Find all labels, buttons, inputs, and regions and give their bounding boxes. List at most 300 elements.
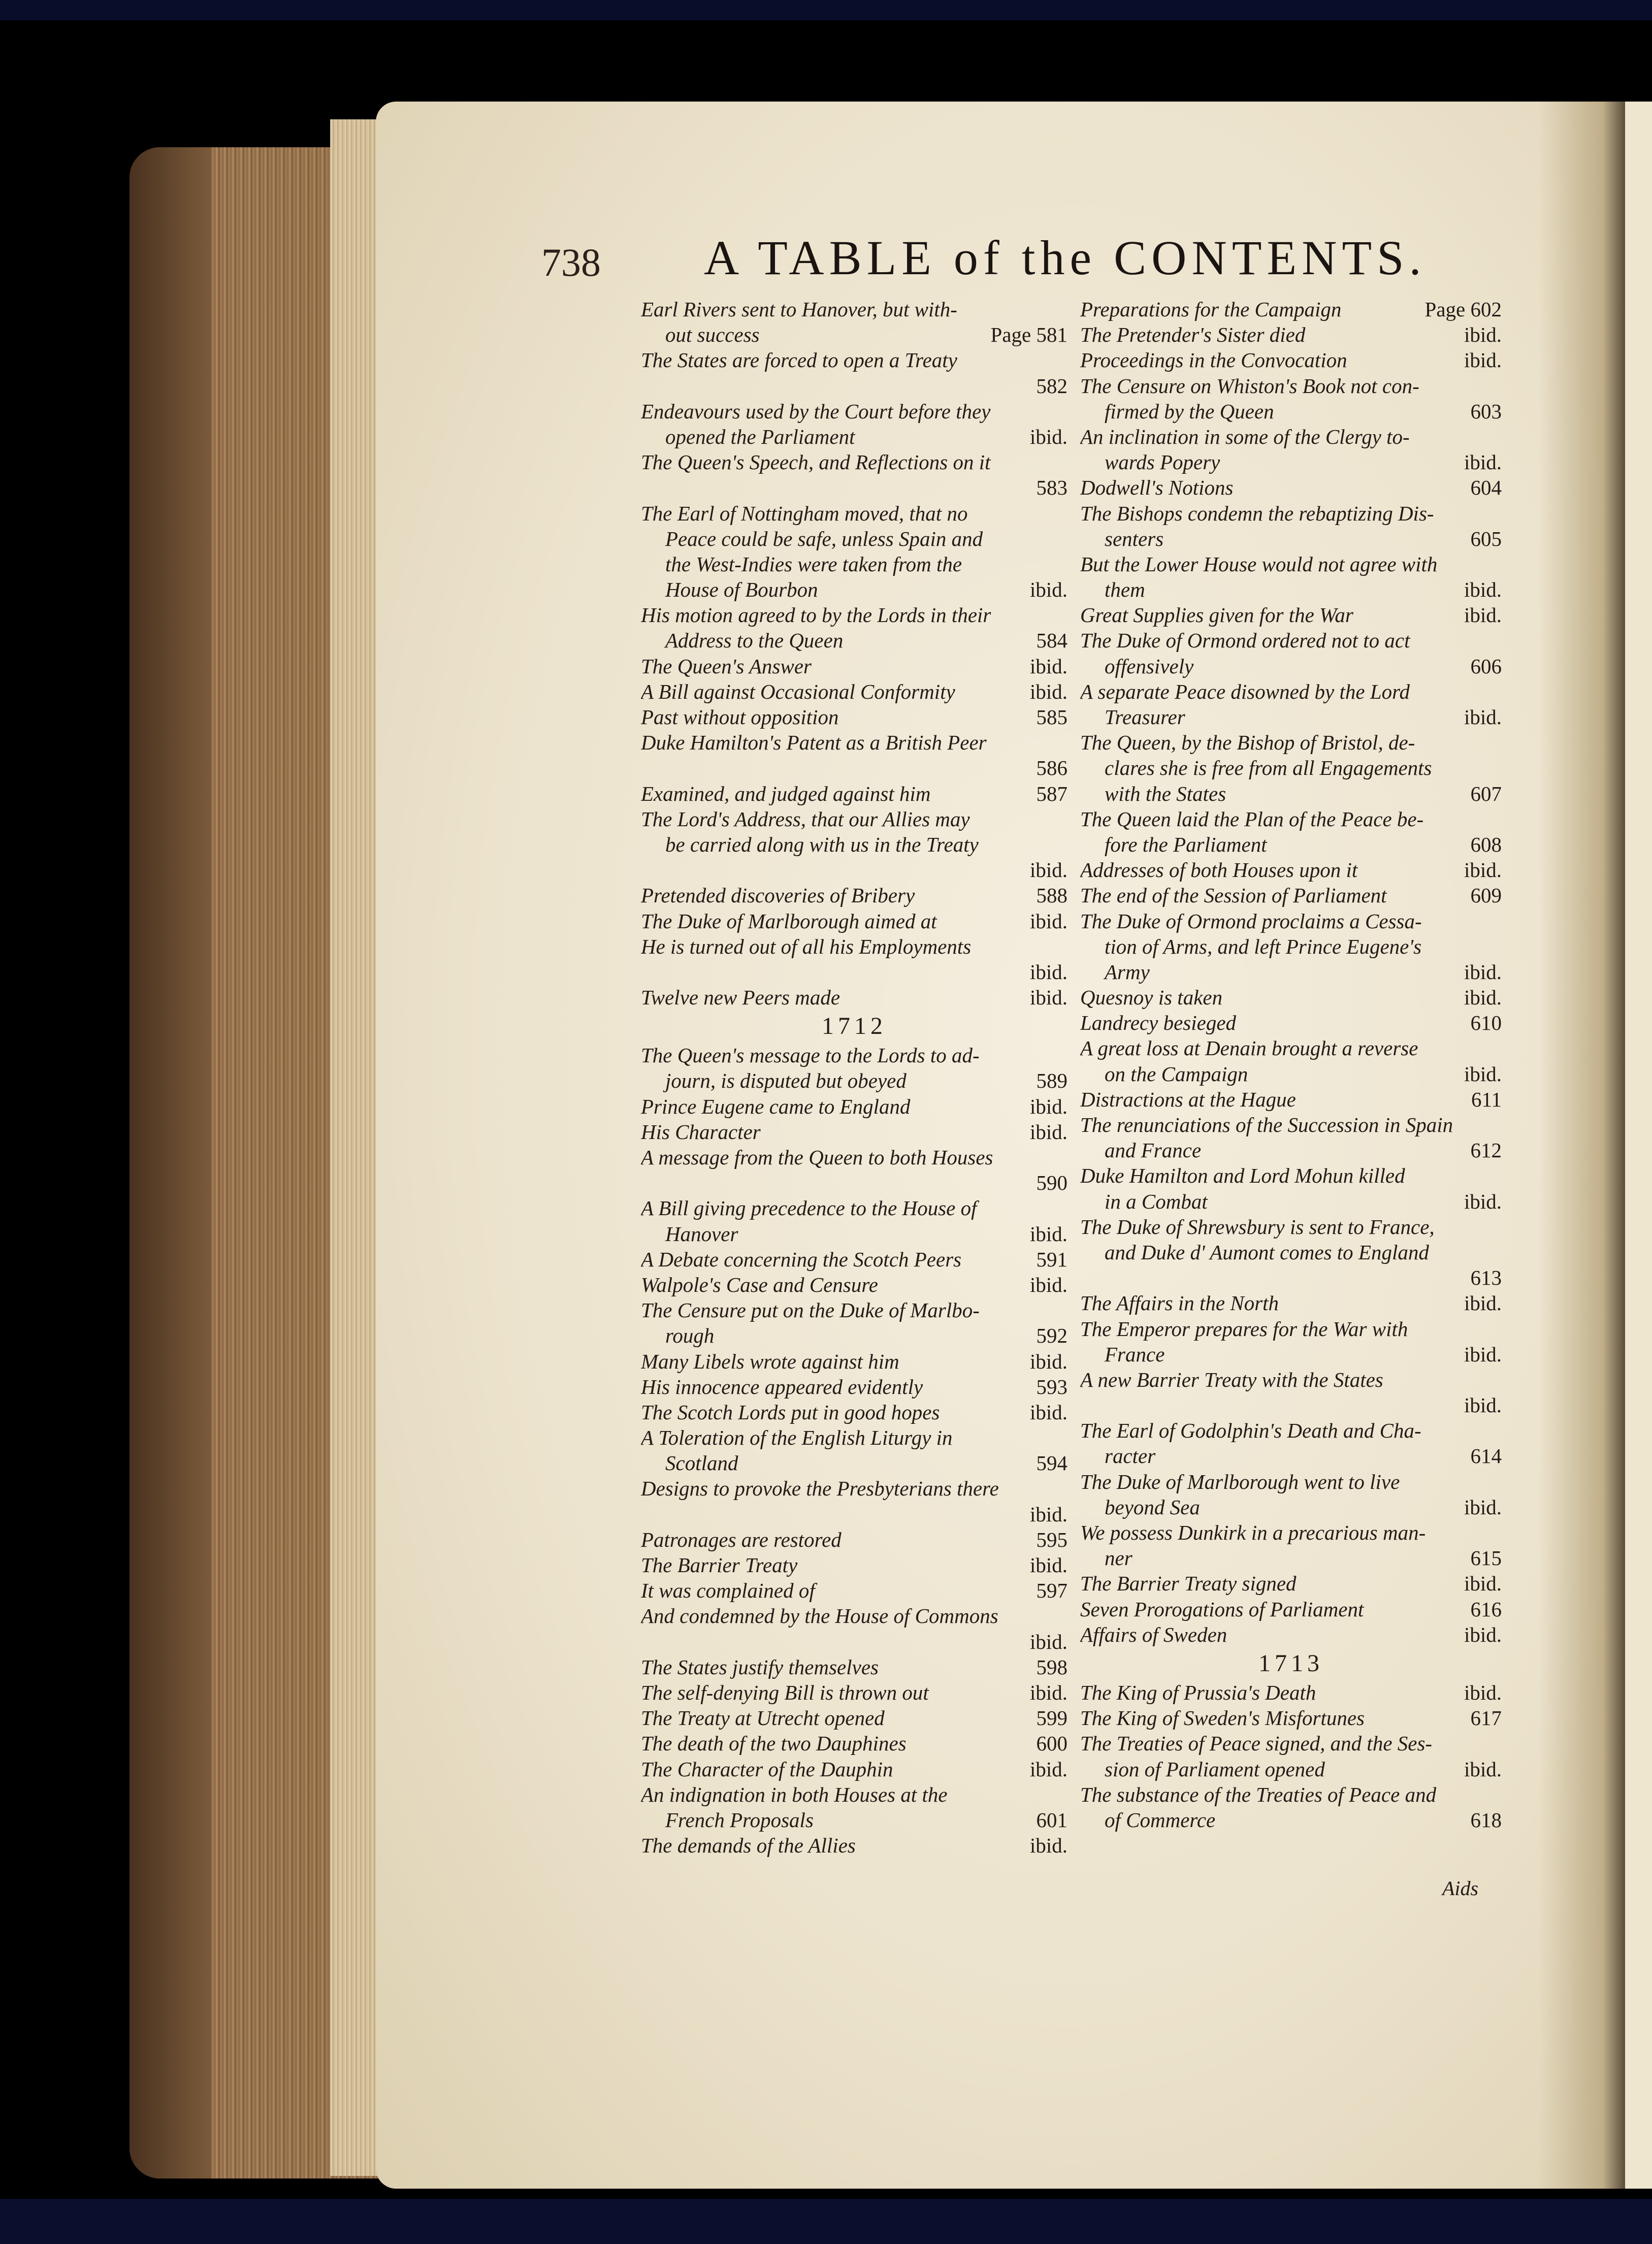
contents-entry	[1080, 577, 1502, 602]
entry-text: Many Libels wrote against him	[641, 1349, 899, 1373]
contents-entry	[1080, 1087, 1502, 1112]
entry-page-ref: ibid.	[1464, 1680, 1502, 1704]
entry-page-ref: ibid.	[1029, 960, 1067, 984]
contents-entry	[641, 1425, 1067, 1450]
entry-text: The Bishops condemn the rebaptizing Dis-	[1080, 501, 1434, 525]
entry-text: Scotland	[665, 1451, 738, 1475]
contents-entry	[641, 908, 1067, 934]
entry-text: The Duke of Marlborough went to live	[1080, 1470, 1400, 1493]
entry-page-ref: ibid.	[1464, 858, 1502, 882]
entry-text: His Character	[641, 1120, 761, 1144]
entry-page-ref: 604	[1470, 476, 1502, 500]
entry-page-ref: 582	[1036, 374, 1067, 398]
contents-entry	[1080, 908, 1502, 934]
entry-page-ref: 614	[1470, 1444, 1502, 1468]
entry-page-ref: 583	[1036, 476, 1067, 500]
contents-entry	[641, 857, 1067, 883]
contents-entry	[641, 399, 1067, 424]
entry-text: The Earl of Nottingham moved, that no	[641, 501, 968, 525]
contents-entry	[1080, 1571, 1502, 1596]
contents-entry	[641, 1297, 1067, 1323]
entry-text: The Duke of Ormond proclaims a Cessa-	[1080, 909, 1422, 933]
entry-text: them	[1105, 578, 1145, 602]
entry-page-ref: ibid.	[1029, 679, 1067, 703]
entry-text: Address to the Queen	[665, 629, 844, 653]
entry-page-ref: 609	[1470, 884, 1502, 907]
entry-text: The Queen, by the Bishop of Bristol, de-	[1080, 731, 1415, 755]
entry-text: The Scotch Lords put in good hopes	[641, 1400, 940, 1424]
contents-entry	[641, 449, 1067, 475]
contents-entry	[1080, 1757, 1502, 1782]
contents-entry	[641, 322, 1067, 347]
entry-text: A Debate concerning the Scotch Peers	[641, 1247, 962, 1271]
entry-text: And condemned by the House of Commons	[641, 1604, 998, 1628]
entry-text: firmed by the Queen	[1105, 399, 1274, 423]
year-heading	[641, 1010, 1067, 1043]
entry-page-ref: ibid.	[1464, 1495, 1502, 1519]
entry-text: A message from the Queen to both Houses	[641, 1146, 993, 1169]
entry-text: racter	[1105, 1444, 1156, 1468]
entry-page-ref: 592	[1036, 1324, 1067, 1348]
contents-entry	[641, 1068, 1067, 1093]
page-number: 738	[541, 240, 601, 284]
contents-entry	[1080, 475, 1502, 500]
entry-page-ref: 612	[1470, 1139, 1502, 1162]
entry-page-ref: ibid.	[1464, 450, 1502, 474]
contents-entry	[641, 959, 1067, 985]
entry-page-ref: ibid.	[1029, 1094, 1067, 1118]
entry-text: The Earl of Godolphin's Death and Cha-	[1080, 1419, 1421, 1443]
contents-entry	[641, 1629, 1067, 1654]
contents-entry	[1080, 1290, 1502, 1316]
entry-page-ref: ibid.	[1029, 1757, 1067, 1781]
entry-text: in a Combat	[1105, 1189, 1208, 1213]
contents-entry	[1080, 755, 1502, 780]
contents-entry	[1080, 1061, 1502, 1087]
contents-entry	[641, 526, 1067, 551]
entry-page-ref: ibid.	[1029, 858, 1067, 882]
entry-text: It was complained of	[641, 1579, 815, 1603]
entry-page-ref: 607	[1470, 782, 1502, 805]
contents-entry	[641, 501, 1067, 526]
entry-page-ref: ibid.	[1029, 578, 1067, 602]
contents-entry	[641, 730, 1067, 755]
entry-text: and Duke d' Aumont comes to England	[1105, 1240, 1429, 1264]
contents-entry	[641, 1502, 1067, 1527]
entry-page-ref: 600	[1036, 1732, 1067, 1755]
contents-entry	[641, 985, 1067, 1010]
entry-page-ref: 593	[1036, 1375, 1067, 1399]
entry-text: Prince Eugene came to England	[641, 1094, 911, 1118]
entry-page-ref: ibid.	[1029, 986, 1067, 1010]
entry-page-ref: ibid.	[1029, 1273, 1067, 1296]
contents-entry	[641, 1603, 1067, 1629]
entry-text: An indignation in both Houses at the	[641, 1782, 948, 1806]
contents-entry	[641, 832, 1067, 857]
entry-text: The Character of the Dauphin	[641, 1757, 893, 1781]
contents-entry	[1080, 602, 1502, 628]
contents-entry	[1080, 1782, 1502, 1807]
entry-text: The Treaty at Utrecht opened	[641, 1706, 885, 1730]
left-column	[641, 297, 1067, 1858]
contents-entry	[1080, 1189, 1502, 1214]
entry-page-ref: ibid.	[1029, 425, 1067, 448]
entry-text: But the Lower House would not agree with	[1080, 552, 1438, 576]
contents-entry	[1080, 1705, 1502, 1731]
entry-text: Past without opposition	[641, 705, 839, 729]
contents-entry	[641, 1247, 1067, 1272]
entry-page-ref: Page 581	[990, 323, 1067, 347]
contents-entry	[1080, 347, 1502, 373]
catchword: Aids	[1442, 1877, 1479, 1900]
entry-text: Examined, and judged against him	[641, 782, 931, 805]
entry-page-ref: ibid.	[1029, 1120, 1067, 1144]
entry-text: Duke Hamilton's Patent as a British Peer	[641, 731, 987, 755]
contents-entry	[641, 883, 1067, 908]
entry-page-ref: ibid.	[1464, 1189, 1502, 1213]
entry-text: A Toleration of the English Liturgy in	[641, 1426, 953, 1450]
entry-text: The Barrier Treaty signed	[1080, 1572, 1297, 1596]
entry-text: Addresses of both Houses upon it	[1080, 858, 1358, 882]
contents-entry	[1080, 704, 1502, 730]
entry-text: The death of the two Dauphines	[641, 1732, 906, 1755]
contents-entry	[641, 654, 1067, 679]
contents-entry	[641, 1552, 1067, 1578]
entry-page-ref: ibid.	[1464, 1342, 1502, 1366]
contents-entry	[641, 602, 1067, 628]
contents-entry	[641, 1323, 1067, 1348]
entry-text: The Duke of Marlborough aimed at	[641, 909, 937, 933]
entry-page-ref: ibid.	[1464, 1291, 1502, 1315]
entry-page-ref: 615	[1470, 1546, 1502, 1570]
contents-entry	[641, 1349, 1067, 1374]
contents-entry	[641, 297, 1067, 322]
contents-entry	[1080, 1316, 1502, 1342]
entry-text: The Censure on Whiston's Book not con-	[1080, 374, 1419, 398]
entry-text: Great Supplies given for the War	[1080, 603, 1353, 627]
entry-page-ref: ibid.	[1464, 1062, 1502, 1086]
entry-text: The substance of the Treaties of Peace and	[1080, 1782, 1437, 1806]
contents-entry	[1080, 1367, 1502, 1392]
contents-entry	[1080, 1163, 1502, 1188]
contents-entry	[641, 1400, 1067, 1425]
entry-text: offensively	[1105, 654, 1194, 678]
contents-entry	[1080, 959, 1502, 985]
entry-page-ref: 608	[1470, 832, 1502, 856]
entry-text: The Duke of Shrewsbury is sent to France,	[1080, 1215, 1435, 1239]
entry-text: The Queen's message to the Lords to ad-	[641, 1044, 980, 1067]
entry-page-ref: ibid.	[1464, 348, 1502, 372]
entry-text: A great loss at Denain brought a reverse	[1080, 1036, 1418, 1060]
entry-text: and France	[1105, 1139, 1202, 1162]
contents-entry	[1080, 1265, 1502, 1290]
contents-entry	[1080, 1418, 1502, 1443]
entry-page-ref: 587	[1036, 782, 1067, 805]
entry-text: A Bill giving precedence to the House of	[641, 1196, 977, 1220]
contents-entry	[641, 1782, 1067, 1807]
entry-text: A separate Peace disowned by the Lord	[1080, 679, 1410, 703]
entry-text: The Queen's Speech, and Reflections on it	[641, 450, 991, 474]
entry-text: The Barrier Treaty	[641, 1553, 798, 1577]
contents-entry	[641, 1170, 1067, 1195]
entry-text: Patronages are restored	[641, 1527, 841, 1551]
entry-page-ref: 591	[1036, 1247, 1067, 1271]
entry-text: A new Barrier Treaty with the States	[1080, 1368, 1383, 1391]
entry-text: Distractions at the Hague	[1080, 1087, 1296, 1111]
entry-text: Landrecy besieged	[1080, 1011, 1237, 1035]
entry-text: Proceedings in the Convocation	[1080, 348, 1347, 372]
contents-entry	[1080, 985, 1502, 1010]
contents-entry	[641, 679, 1067, 704]
entry-text: of Commerce	[1105, 1808, 1216, 1832]
contents-entry	[641, 1145, 1067, 1170]
entry-page-ref: 618	[1470, 1808, 1502, 1832]
contents-entry	[641, 1221, 1067, 1247]
entry-text: The self-denying Bill is thrown out	[641, 1680, 929, 1704]
contents-entry	[641, 347, 1067, 373]
contents-entry	[641, 1654, 1067, 1680]
entry-text: The Duke of Ormond ordered not to act	[1080, 629, 1410, 653]
entry-text: The King of Sweden's Misfortunes	[1080, 1706, 1365, 1730]
entry-page-ref: ibid.	[1029, 1400, 1067, 1424]
entry-text: Affairs of Sweden	[1080, 1622, 1227, 1646]
entry-page-ref: 601	[1036, 1808, 1067, 1832]
contents-entry	[641, 373, 1067, 399]
entry-text: The renunciations of the Succession in Spain	[1080, 1113, 1453, 1136]
page-title: A TABLE of the CONTENTS.	[704, 231, 1427, 285]
entry-text: His innocence appeared evidently	[641, 1375, 923, 1399]
entry-text: The States justify themselves	[641, 1655, 879, 1679]
entry-page-ref: ibid.	[1029, 1834, 1067, 1858]
entry-page-ref: ibid.	[1029, 1553, 1067, 1577]
contents-entry	[1080, 1214, 1502, 1240]
entry-text: Peace could be safe, unless Spain and	[665, 527, 983, 550]
entry-text: The Queen laid the Plan of the Peace be-	[1080, 807, 1424, 831]
entry-text: Dodwell's Notions	[1080, 476, 1234, 500]
contents-entry	[1080, 1520, 1502, 1545]
contents-entry	[1080, 297, 1502, 322]
contents-entry	[1080, 424, 1502, 449]
contents-entry	[641, 1807, 1067, 1833]
entry-page-ref: 605	[1470, 527, 1502, 550]
entry-text: tion of Arms, and left Prince Eugene's	[1105, 934, 1422, 958]
entry-page-ref: ibid.	[1029, 1502, 1067, 1526]
contents-entry	[641, 475, 1067, 500]
contents-entry	[641, 1119, 1067, 1145]
contents-entry	[1080, 449, 1502, 475]
contents-entry	[641, 755, 1067, 780]
contents-entry	[1080, 526, 1502, 551]
entry-text: fore the Parliament	[1105, 832, 1267, 856]
entry-page-ref: 589	[1036, 1069, 1067, 1093]
entry-text: The Treaties of Peace signed, and the Ses-	[1080, 1732, 1433, 1755]
entry-page-ref: ibid.	[1464, 986, 1502, 1010]
entry-text: His motion agreed to by the Lords in their	[641, 603, 991, 627]
entry-text: clares she is free from all Engagements	[1105, 756, 1432, 780]
contents-entry	[1080, 781, 1502, 806]
entry-page-ref: ibid.	[1029, 1349, 1067, 1373]
entry-text: House of Bourbon	[665, 578, 818, 602]
entry-page-ref: Page 602	[1424, 298, 1502, 321]
entry-text: ner	[1105, 1546, 1132, 1570]
entry-page-ref: ibid.	[1464, 578, 1502, 602]
facing-page-edge	[1625, 102, 1652, 2189]
entry-page-ref: 613	[1470, 1266, 1502, 1290]
entry-text: Twelve new Peers made	[641, 986, 840, 1010]
contents-entry	[641, 1043, 1067, 1068]
contents-entry	[1080, 399, 1502, 424]
page-header	[541, 230, 1506, 285]
entry-text: journ, is disputed but obeyed	[665, 1069, 906, 1093]
year-heading	[1080, 1647, 1502, 1680]
entry-text: French Proposals	[665, 1808, 814, 1832]
entry-text: Preparations for the Campaign	[1080, 298, 1342, 321]
entry-text: An inclination in some of the Clergy to-	[1080, 425, 1410, 448]
entry-page-ref: 611	[1471, 1087, 1502, 1111]
contents-entry	[1080, 1622, 1502, 1647]
contents-entry	[641, 1833, 1067, 1858]
entry-text: Army	[1105, 960, 1150, 984]
entry-page-ref: ibid.	[1029, 654, 1067, 678]
contents-entry	[641, 1374, 1067, 1400]
entry-text: sion of Parliament opened	[1105, 1757, 1325, 1781]
entry-text: The Pretender's Sister died	[1080, 323, 1306, 347]
contents-entry	[641, 1450, 1067, 1476]
contents-entry	[1080, 322, 1502, 347]
entry-page-ref: 586	[1036, 756, 1067, 780]
contents-entry	[1080, 806, 1502, 832]
entry-text: The Censure put on the Duke of Marlbo-	[641, 1298, 980, 1322]
contents-entry	[641, 1757, 1067, 1782]
background-top	[0, 0, 1652, 20]
entry-text: France	[1105, 1342, 1165, 1366]
contents-entry	[1080, 654, 1502, 679]
entry-text: Endeavours used by the Court before they	[641, 399, 991, 423]
entry-text: The Queen's Answer	[641, 654, 812, 678]
entry-text: The Lord's Address, that our Allies may	[641, 807, 970, 831]
contents-entry	[641, 1094, 1067, 1119]
contents-entry	[641, 628, 1067, 653]
entry-page-ref: 606	[1470, 654, 1502, 678]
entry-text: be carried along with us in the Treaty	[665, 832, 979, 856]
entry-page-ref: 617	[1470, 1706, 1502, 1730]
contents-entry	[1080, 1443, 1502, 1469]
contents-entry	[1080, 373, 1502, 399]
contents-entry	[1080, 1597, 1502, 1622]
contents-entry	[641, 577, 1067, 602]
entry-text: with the States	[1105, 782, 1226, 805]
right-column	[1080, 297, 1502, 1833]
entry-text: The Emperor prepares for the War with	[1080, 1317, 1408, 1341]
entry-text: Quesnoy is taken	[1080, 986, 1223, 1010]
contents-entry	[1080, 832, 1502, 857]
contents-entry	[1080, 1545, 1502, 1571]
contents-entry	[1080, 551, 1502, 577]
contents-entry	[1080, 1469, 1502, 1494]
entry-text: The end of the Session of Parliament	[1080, 884, 1387, 907]
entry-text: A Bill against Occasional Conformity	[641, 679, 955, 703]
entry-page-ref: ibid.	[1464, 603, 1502, 627]
contents-entry	[1080, 679, 1502, 704]
contents-entry	[1080, 934, 1502, 959]
entry-page-ref: 598	[1036, 1655, 1067, 1679]
contents-entry	[641, 1476, 1067, 1501]
contents-entry	[641, 1705, 1067, 1731]
entry-text: opened the Parliament	[665, 425, 855, 448]
entry-page-ref: ibid.	[1464, 1572, 1502, 1596]
contents-entry	[641, 934, 1067, 959]
entry-page-ref: ibid.	[1464, 1622, 1502, 1646]
entry-page-ref: ibid.	[1464, 1757, 1502, 1781]
contents-entry	[1080, 1342, 1502, 1367]
year-label: 1713	[1258, 1649, 1323, 1677]
contents-entry	[641, 551, 1067, 577]
entry-text: the West-Indies were taken from the	[665, 552, 962, 576]
entry-text: Walpole's Case and Censure	[641, 1273, 878, 1296]
entry-text: rough	[665, 1324, 715, 1348]
entry-page-ref: ibid.	[1464, 1393, 1502, 1417]
background-bottom	[0, 2199, 1652, 2244]
contents-entry	[1080, 1731, 1502, 1756]
entry-text: The demands of the Allies	[641, 1834, 856, 1858]
entry-page-ref: ibid.	[1029, 1222, 1067, 1246]
entry-text: Designs to provoke the Presbyterians there	[641, 1477, 999, 1501]
entry-page-ref: 588	[1036, 884, 1067, 907]
entry-text: The States are forced to open a Treaty	[641, 348, 957, 372]
contents-entry	[641, 1731, 1067, 1756]
entry-text: We possess Dunkirk in a precarious man-	[1080, 1521, 1426, 1544]
contents-entry	[641, 704, 1067, 730]
contents-entry	[1080, 501, 1502, 526]
contents-entry	[641, 424, 1067, 449]
contents-entry	[1080, 1010, 1502, 1035]
contents-entry	[641, 781, 1067, 806]
contents-entry	[641, 1578, 1067, 1603]
entry-text: Pretended discoveries of Bribery	[641, 884, 915, 907]
entry-page-ref: ibid.	[1029, 909, 1067, 933]
contents-entry	[1080, 883, 1502, 908]
book-edge-shadow	[129, 147, 211, 2178]
contents-entry	[641, 1195, 1067, 1221]
contents-entry	[1080, 1392, 1502, 1418]
entry-text: wards Popery	[1105, 450, 1220, 474]
entry-text: beyond Sea	[1105, 1495, 1200, 1519]
entry-text: on the Campaign	[1105, 1062, 1248, 1086]
entry-page-ref: 585	[1036, 705, 1067, 729]
contents-entry	[641, 806, 1067, 832]
entry-page-ref: 595	[1036, 1527, 1067, 1551]
entry-page-ref: ibid.	[1029, 1630, 1067, 1653]
contents-entry	[1080, 1494, 1502, 1520]
entry-page-ref: 610	[1470, 1011, 1502, 1035]
contents-entry	[641, 1272, 1067, 1297]
contents-entry	[1080, 1035, 1502, 1061]
contents-entry	[1080, 1112, 1502, 1137]
contents-entry	[641, 1680, 1067, 1705]
entry-text: The King of Prussia's Death	[1080, 1680, 1316, 1704]
contents-entry	[1080, 628, 1502, 653]
contents-entry	[1080, 730, 1502, 755]
contents-entry	[1080, 1240, 1502, 1265]
entry-page-ref: ibid.	[1464, 705, 1502, 729]
entry-page-ref: 590	[1036, 1171, 1067, 1195]
entry-page-ref: 584	[1036, 629, 1067, 653]
entry-text: Seven Prorogations of Parliament	[1080, 1597, 1364, 1621]
year-label: 1712	[822, 1013, 887, 1040]
entry-text: Earl Rivers sent to Hanover, but with-	[641, 298, 957, 321]
contents-entry	[641, 1527, 1067, 1552]
entry-page-ref: 603	[1470, 399, 1502, 423]
